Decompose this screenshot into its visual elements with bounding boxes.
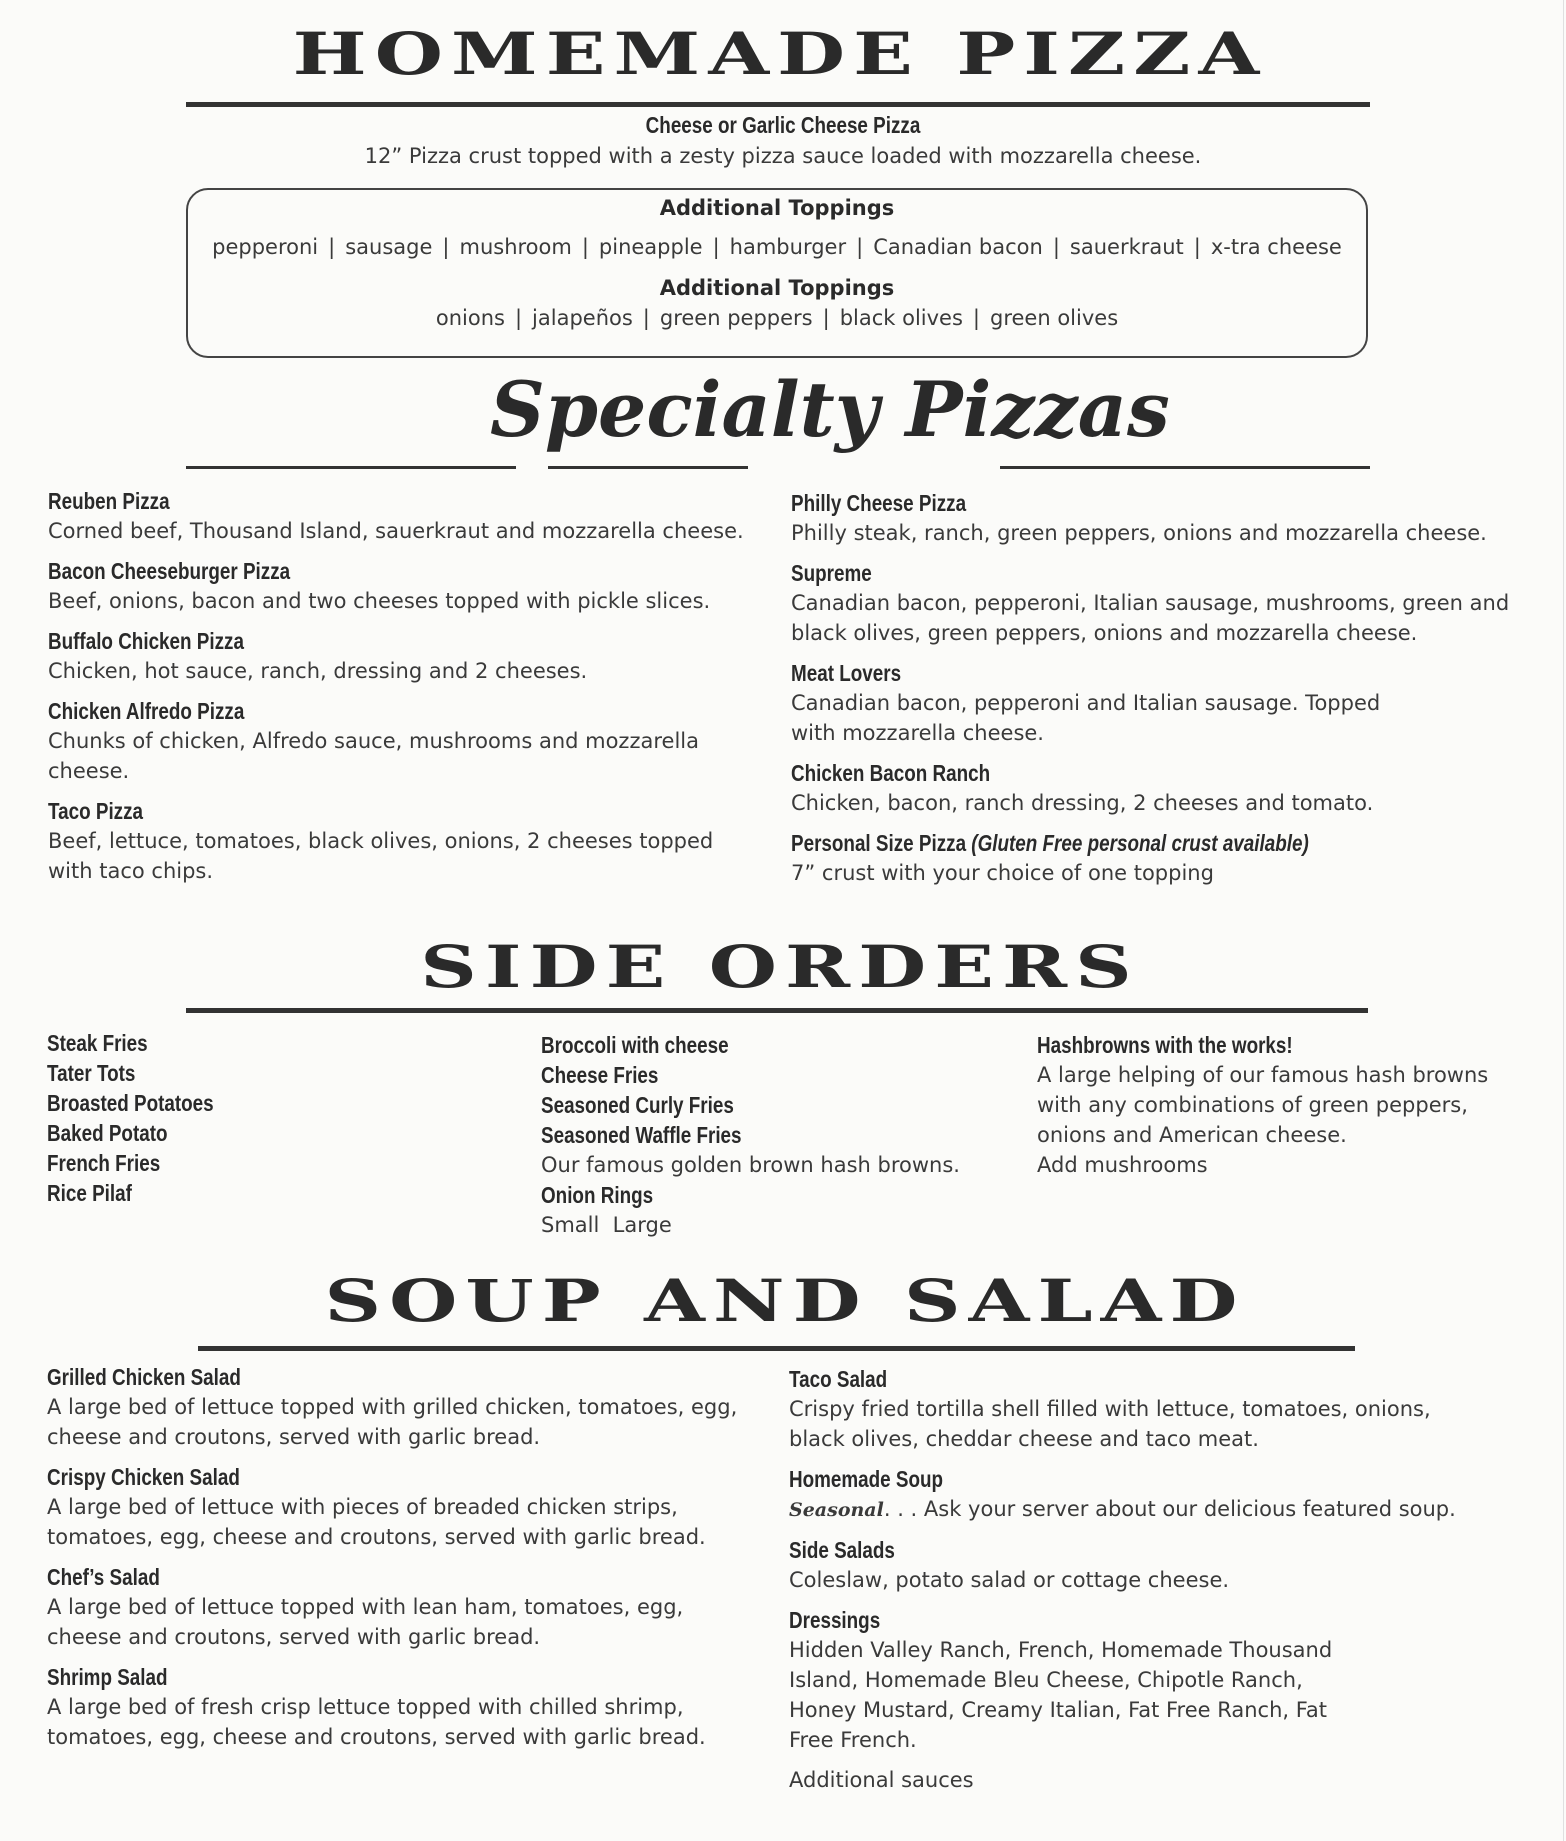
side-item: Seasoned Curly Fries xyxy=(541,1092,734,1118)
menu-item xyxy=(791,658,1521,748)
item-name: Taco Salad xyxy=(789,1366,888,1392)
menu-item xyxy=(789,1605,1489,1755)
item-desc: A large bed of fresh crisp lettuce topped with chilled shrimp, tomatoes, egg, cheese and croutons, served with garlic bread. xyxy=(47,1695,706,1749)
item-desc: 7” crust with your choice of one topping xyxy=(791,861,1214,885)
toppings-title-2: Additional Toppings xyxy=(659,276,895,300)
topping-separator: | xyxy=(1052,235,1060,259)
topping-separator: | xyxy=(581,235,589,259)
item-name: Meat Lovers xyxy=(791,660,902,686)
homemade-pizza-rule xyxy=(186,102,1370,107)
specialty-right-column xyxy=(791,488,1521,898)
side-orders-rule xyxy=(186,1008,1368,1013)
soup-desc: . . . Ask your server about our delicious featured soup. xyxy=(883,1497,1456,1521)
side-item: Hashbrowns with the works! xyxy=(1037,1032,1293,1058)
item-name: Supreme xyxy=(791,560,872,586)
menu-item xyxy=(48,696,768,786)
item-name: Crispy Chicken Salad xyxy=(47,1464,240,1490)
side-orders-col-1 xyxy=(47,1028,467,1208)
item-desc: Chicken, bacon, ranch dressing, 2 cheeses and tomato. xyxy=(791,791,1374,815)
side-item: Cheese Fries xyxy=(541,1062,659,1088)
side-item: Steak Fries xyxy=(47,1030,148,1056)
side-item: Seasoned Waffle Fries xyxy=(541,1122,742,1148)
soup-salad-heading: SOUP AND SALAD xyxy=(324,1267,1246,1335)
item-name: Dressings xyxy=(789,1607,881,1633)
item-desc xyxy=(789,1494,1489,1525)
side-item: Baked Potato xyxy=(47,1120,168,1146)
side-item-sizes: Small Large xyxy=(541,1213,672,1237)
specialty-rule-mid xyxy=(548,466,748,469)
topping-separator: | xyxy=(1193,235,1201,259)
toppings-list-2 xyxy=(188,306,1366,330)
topping-item: onions xyxy=(435,306,505,330)
item-name: Philly Cheese Pizza xyxy=(791,490,967,516)
item-desc: A large bed of lettuce topped with lean ham, tomatoes, egg, cheese and croutons, served with garlic bread. xyxy=(47,1595,684,1649)
toppings-title-1: Additional Toppings xyxy=(659,196,895,220)
topping-item: green olives xyxy=(990,306,1119,330)
menu-item xyxy=(47,1362,767,1452)
side-item-addon: Add mushrooms xyxy=(1037,1153,1208,1177)
item-name: Chef’s Salad xyxy=(47,1564,160,1590)
menu-item xyxy=(47,1662,767,1752)
topping-separator: | xyxy=(972,306,980,330)
item-desc: Corned beef, Thousand Island, sauerkraut and mozzarella cheese. xyxy=(48,519,744,543)
item-name: Grilled Chicken Salad xyxy=(47,1364,241,1390)
menu-item xyxy=(47,1562,767,1652)
specialty-rule-right xyxy=(1000,466,1370,469)
seasonal-label: Seasonal xyxy=(789,1499,884,1521)
item-desc: Philly steak, ranch, green peppers, onions and mozzarella cheese. xyxy=(791,521,1487,545)
item-name: Chicken Alfredo Pizza xyxy=(48,698,245,724)
item-desc: Chicken, hot sauce, ranch, dressing and 2 cheeses. xyxy=(48,659,588,683)
topping-item: mushroom xyxy=(459,235,572,259)
topping-item: sauerkraut xyxy=(1069,235,1184,259)
side-item: Broasted Potatoes xyxy=(47,1090,214,1116)
toppings-list-1 xyxy=(188,235,1366,259)
topping-item: green peppers xyxy=(659,306,813,330)
item-desc: Beef, onions, bacon and two cheeses topped with pickle slices. xyxy=(48,589,711,613)
personal-pizza-name: Personal Size Pizza xyxy=(791,830,967,856)
item-desc: A large bed of lettuce topped with grilled chicken, tomatoes, egg, cheese and croutons, served with garlic bread. xyxy=(47,1395,738,1449)
additional-sauces: Additional sauces xyxy=(789,1768,974,1792)
item-desc: Beef, lettuce, tomatoes, black olives, onions, 2 cheeses topped with taco chips. xyxy=(48,829,714,883)
menu-item-personal xyxy=(791,828,1521,888)
topping-separator: | xyxy=(822,306,830,330)
side-item: Broccoli with cheese xyxy=(541,1032,729,1058)
personal-pizza-note: (Gluten Free personal crust available) xyxy=(971,830,1309,856)
side-item: French Fries xyxy=(47,1150,161,1176)
topping-separator: | xyxy=(328,235,336,259)
topping-separator: | xyxy=(442,235,450,259)
menu-item xyxy=(791,558,1521,648)
topping-separator: | xyxy=(712,235,720,259)
side-item-desc: Our famous golden brown hash browns. xyxy=(541,1153,960,1177)
topping-separator: | xyxy=(856,235,864,259)
item-name: Shrimp Salad xyxy=(47,1664,168,1690)
menu-item xyxy=(789,1364,1489,1454)
side-item-desc: A large helping of our famous hash browns with any combinations of green peppers, onions and American cheese. xyxy=(1037,1063,1489,1147)
item-desc: Canadian bacon, pepperoni and Italian sausage. Topped with mozzarella cheese. xyxy=(791,691,1381,745)
topping-item: pineapple xyxy=(598,235,703,259)
side-orders-col-3 xyxy=(1037,1030,1497,1180)
item-desc: Coleslaw, potato salad or cottage cheese. xyxy=(789,1568,1230,1592)
menu-item xyxy=(48,486,768,546)
item-name: Side Salads xyxy=(789,1537,895,1563)
soup-salad-right-column xyxy=(789,1364,1489,1795)
item-name xyxy=(791,828,1390,858)
menu-item xyxy=(48,796,768,886)
soup-salad-left-column xyxy=(47,1362,767,1762)
specialty-left-column xyxy=(48,486,768,896)
item-name: Chicken Bacon Ranch xyxy=(791,760,991,786)
item-desc: Hidden Valley Ranch, French, Homemade Thousand Island, Homemade Bleu Cheese, Chipotle Ranch, Honey Mustard, Creamy Italian, Fat Free Ranch, Fat Free French. xyxy=(789,1638,1333,1752)
side-item: Rice Pilaf xyxy=(47,1180,132,1206)
specialty-pizzas-heading: Specialty Pizzas xyxy=(490,365,1170,454)
topping-item: hamburger xyxy=(729,235,847,259)
toppings-box xyxy=(186,188,1368,358)
item-desc: Crispy fried tortilla shell filled with lettuce, tomatoes, onions, black olives, cheddar cheese and taco meat. xyxy=(789,1397,1431,1451)
topping-separator: | xyxy=(642,306,650,330)
specialty-rule-left xyxy=(186,466,516,469)
item-name: Taco Pizza xyxy=(48,798,144,824)
soup-salad-rule xyxy=(198,1346,1355,1351)
homemade-pizza-heading: HOMEMADE PIZZA xyxy=(292,20,1268,88)
topping-item: pepperoni xyxy=(212,235,319,259)
cheese-pizza-desc: 12” Pizza crust topped with a zesty pizza sauce loaded with mozzarella cheese. xyxy=(364,144,1202,168)
item-desc: Canadian bacon, pepperoni, Italian sausage, mushrooms, green and black olives, green peppers, onions and mozzarella cheese. xyxy=(791,591,1510,645)
item-name: Reuben Pizza xyxy=(48,488,170,514)
topping-item: Canadian bacon xyxy=(873,235,1043,259)
side-orders-heading: SIDE ORDERS xyxy=(420,933,1140,1001)
topping-item: black olives xyxy=(839,306,963,330)
topping-item: x-tra cheese xyxy=(1210,235,1342,259)
side-orders-col-2 xyxy=(541,1030,1001,1240)
menu-item xyxy=(48,556,768,616)
item-desc: A large bed of lettuce with pieces of breaded chicken strips, tomatoes, egg, cheese and croutons, served with garlic bread. xyxy=(47,1495,706,1549)
item-name: Homemade Soup xyxy=(789,1466,944,1492)
menu-item xyxy=(789,1464,1489,1525)
side-item: Onion Rings xyxy=(541,1182,654,1208)
item-name: Bacon Cheeseburger Pizza xyxy=(48,558,291,584)
menu-item xyxy=(47,1462,767,1552)
item-desc: Chunks of chicken, Alfredo sauce, mushrooms and mozzarella cheese. xyxy=(48,729,699,783)
menu-item xyxy=(789,1535,1489,1595)
side-item: Tater Tots xyxy=(47,1060,136,1086)
menu-item xyxy=(791,758,1521,818)
item-name: Buffalo Chicken Pizza xyxy=(48,628,244,654)
menu-item xyxy=(48,626,768,686)
menu-item xyxy=(791,488,1521,548)
topping-separator: | xyxy=(514,306,523,330)
page-edge-line xyxy=(1563,0,1564,1841)
cheese-pizza-name: Cheese or Garlic Cheese Pizza xyxy=(645,112,921,138)
topping-item: sausage xyxy=(345,235,433,259)
topping-item: jalapeños xyxy=(532,306,633,330)
